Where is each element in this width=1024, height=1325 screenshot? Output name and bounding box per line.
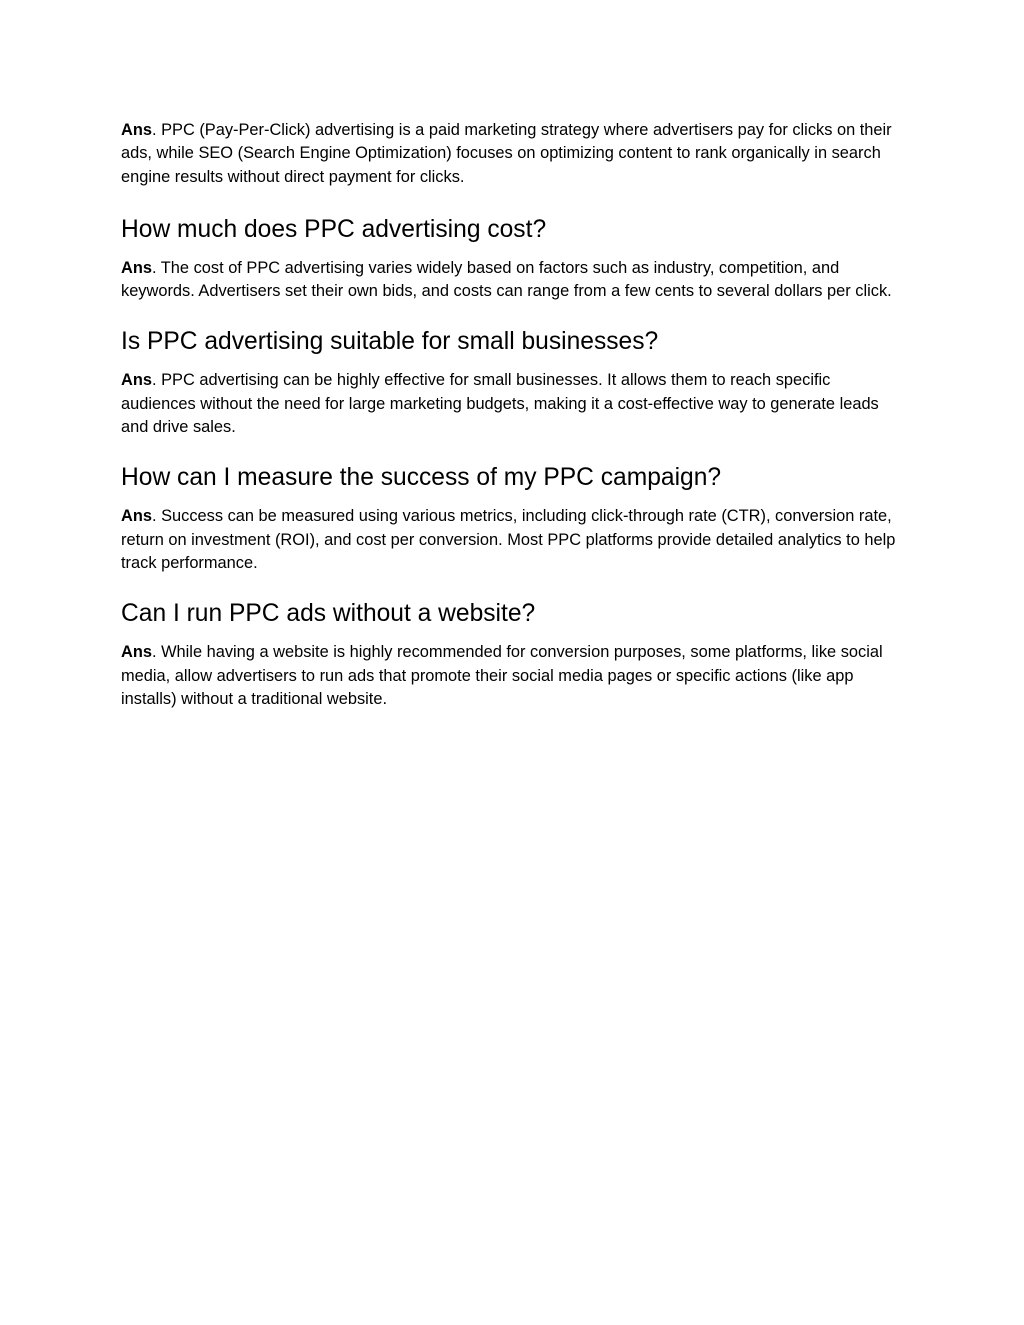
answer-text: . PPC advertising can be highly effective for small businesses. It allows them to reach specific audiences without the need for large marketing budgets, making it a cost-effective way to generate leads and drive sales. [121, 371, 879, 437]
faq-question: Is PPC advertising suitable for small businesses? [121, 328, 659, 356]
answer-text: . PPC (Pay-Per-Click) advertising is a paid marketing strategy where advertisers pay for clicks on their ads, while SEO (Search Engine Optimization) focuses on optimizing content to rank organically in search engine results without direct payment for clicks. [121, 121, 892, 186]
faq-answer [121, 641, 901, 711]
faq-question: How much does PPC advertising cost? [121, 215, 547, 243]
faq-answer [121, 369, 901, 439]
answer-text: . The cost of PPC advertising varies widely based on factors such as industry, competition, and keywords. Advertisers set their own bids, and costs can range from a few cents to several dollars per click. [121, 258, 892, 301]
faq-question: How can I measure the success of my PPC campaign? [121, 464, 722, 492]
answer-label: Ans [121, 121, 152, 139]
faq-item-ppc-cost [121, 215, 901, 304]
faq-item-measure-success [121, 463, 901, 575]
answer-label: Ans [121, 258, 152, 277]
faq-item-small-businesses [121, 327, 901, 439]
answer-text: . While having a website is highly recommended for conversion purposes, some platforms, like social media, allow advertisers to run ads that promote their social media pages or specific actions (like app installs) without a traditional website. [121, 643, 883, 708]
answer-label: Ans [121, 507, 152, 526]
answer-label: Ans [121, 643, 152, 662]
answer-label: Ans [121, 371, 152, 390]
intro-answer [121, 119, 901, 189]
answer-text: . Success can be measured using various metrics, including click-through rate (CTR), conversion rate, return on investment (ROI), and cost per conversion. Most PPC platforms provide detailed analytics to help track performance. [121, 507, 896, 572]
faq-answer [121, 505, 901, 575]
faq-answer [121, 257, 901, 304]
faq-item-without-website [121, 599, 901, 711]
faq-question: Can I run PPC ads without a website? [121, 600, 536, 628]
document-page [121, 119, 901, 735]
